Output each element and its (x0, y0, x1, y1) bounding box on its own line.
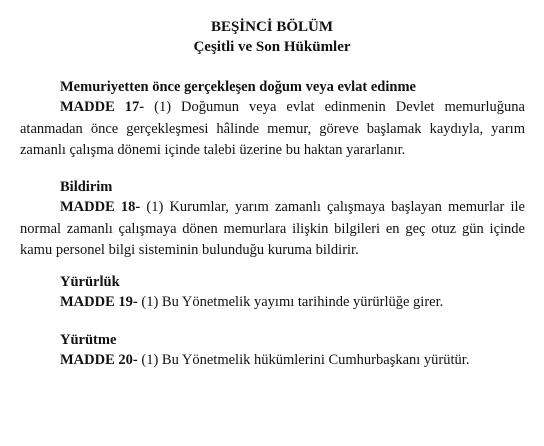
article-body (20, 97, 525, 162)
article-20 (20, 331, 525, 372)
article-body (20, 292, 525, 314)
chapter-title: BEŞİNCİ BÖLÜM (210, 19, 334, 35)
article-18 (20, 178, 525, 262)
article-19 (20, 273, 525, 314)
chapter-subtitle: Çeşitli ve Son Hükümler (193, 39, 351, 55)
article-text: (1) Doğumun veya evlat edinmenin Devlet memurluğuna atanmadan önce gerçekleşmesi hâlinde memur, göreve başlamak kaydıyla, yarım zamanlı çalışma dönemi içinde talebi üzerine bu haktan yararlanır. (20, 99, 525, 158)
article-label: MADDE 18- (60, 199, 141, 215)
article-text: (1) Bu Yönetmelik hükümlerini Cumhurbaşkanı yürütür. (137, 352, 470, 368)
article-text: (1) Kurumlar, yarım zamanlı çalışmaya başlayan memurlar ile normal zamanlı çalışmaya dönen memurlara ilişkin bilgileri en geç otuz gün içinde kamu personel bilgi sisteminin bulunduğu kuruma bildirir. (20, 199, 525, 258)
article-label: MADDE 17- (60, 99, 145, 115)
article-body (20, 197, 525, 262)
article-heading: Yürürlük (60, 274, 120, 290)
article-body (20, 350, 525, 372)
article-label: MADDE 19- (60, 294, 138, 310)
article-label: MADDE 20- (60, 352, 138, 368)
article-heading: Bildirim (60, 179, 113, 195)
article-text: (1) Bu Yönetmelik yayımı tarihinde yürürlüğe girer. (137, 294, 444, 310)
article-heading: Memuriyetten önce gerçekleşen doğum veya evlat edinme (60, 79, 416, 95)
article-heading: Yürütme (60, 332, 117, 348)
article-17 (20, 78, 525, 162)
